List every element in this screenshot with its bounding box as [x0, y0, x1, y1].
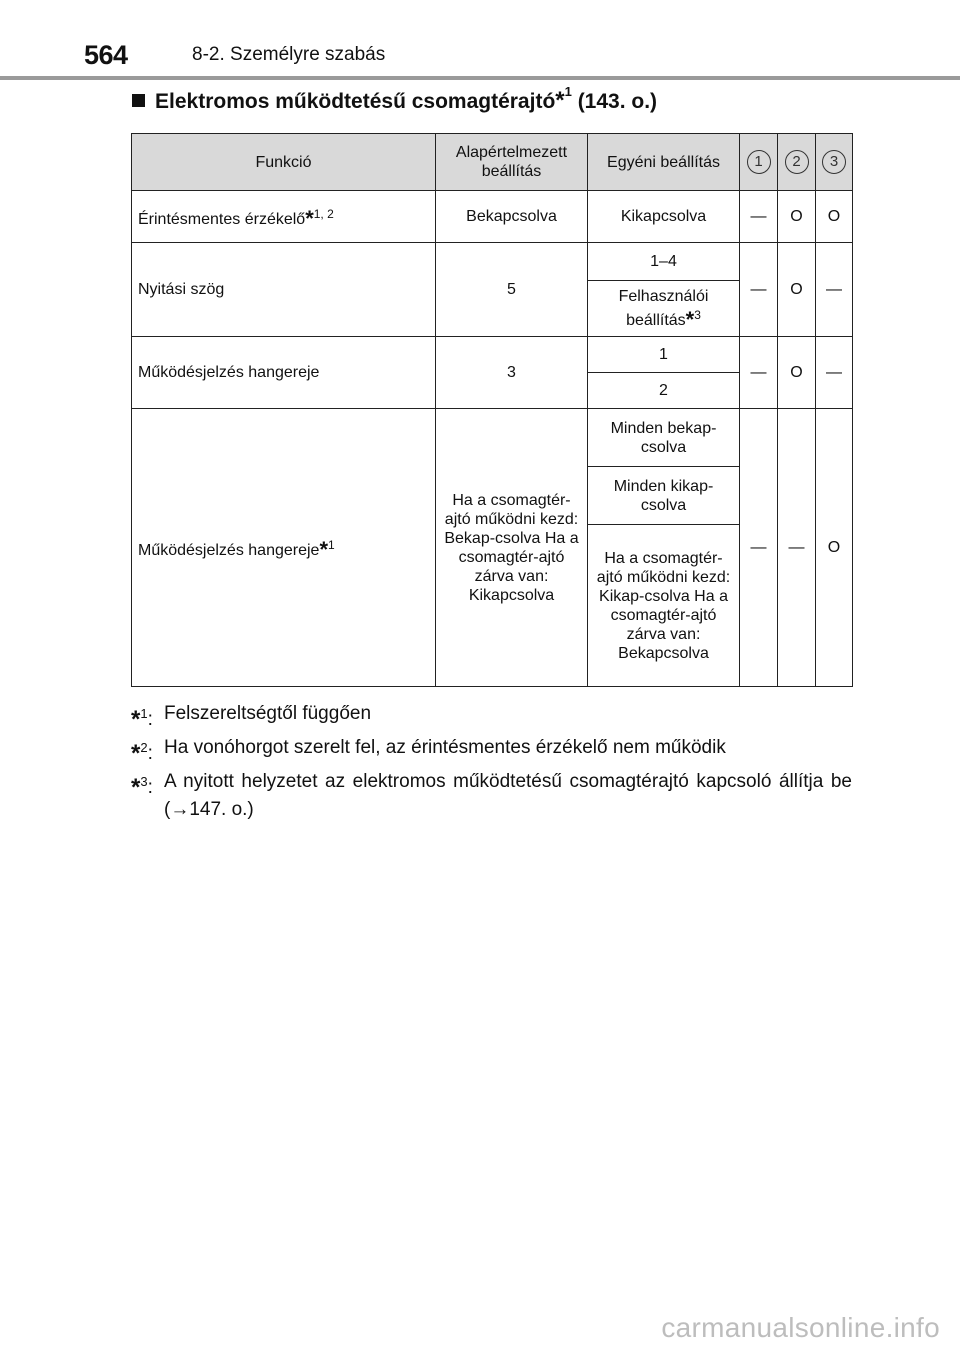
title-ref: (143. o.) — [571, 90, 658, 113]
asterisk-icon: * — [685, 307, 695, 332]
header-default: Alapértelmezett beállítás — [436, 134, 588, 191]
subsection-title — [132, 84, 658, 114]
table-row — [132, 191, 853, 243]
asterisk-icon: * — [131, 706, 141, 733]
row3-function: Működésjelzés hangereje — [132, 337, 436, 409]
row4-custom-c: Ha a csomagtér-ajtó működni kezd: Kikap-csolva Ha a csomagtér-ajtó zárva van: Bekapcsolva — [588, 525, 740, 687]
asterisk-icon: * — [305, 205, 314, 231]
row1-custom: Kikapcsolva — [588, 191, 740, 243]
circle-number-2: 2 — [785, 150, 809, 174]
row4-custom-a: Minden bekap-csolva — [588, 409, 740, 467]
footnote-text: A nyitott helyzetet az elektromos működtetésű csomagtérajtó kapcsoló állítja be (→147. o.) — [164, 771, 852, 820]
row1-c1: — — [740, 191, 778, 243]
title-text: Elektromos működtetésű csomagtérajtó — [155, 90, 556, 113]
table-row — [132, 243, 853, 281]
row2-custom-b: Felhasználói beállítás*$^3$ — [588, 281, 740, 337]
footnote-item: *$^1$: Felszereltségtől függően — [131, 703, 372, 733]
footnotes — [131, 700, 852, 830]
table-header-row — [132, 134, 853, 191]
asterisk-icon: * — [131, 774, 141, 801]
row1-function: Érintésmentes érzékelő*$^{1, 2}$ — [132, 191, 436, 243]
row2-c2: O — [778, 243, 816, 337]
section-title: 8-2. Személyre szabás — [192, 44, 386, 65]
header-divider — [0, 76, 960, 80]
table-row — [132, 337, 853, 373]
row4-c2: — — [778, 409, 816, 687]
row3-c3: — — [816, 337, 853, 409]
title-footnote: 1 — [564, 84, 572, 99]
header-col-2 — [778, 134, 816, 191]
row4-default: Ha a csomagtér-ajtó működni kezd: Bekap-csolva Ha a csomagtér-ajtó zárva van: Kikapcsolva — [436, 409, 588, 687]
asterisk-icon: * — [319, 536, 329, 562]
asterisk-icon: * — [555, 87, 565, 114]
row3-custom-a: 1 — [588, 337, 740, 373]
footnote-text: Felszereltségtől függően — [164, 703, 372, 724]
circle-number-3: 3 — [822, 150, 846, 174]
footnote-text: Ha vonóhorgot szerelt fel, az érintésmentes érzékelő nem működik — [164, 737, 726, 758]
row4-custom-b: Minden kikap-csolva — [588, 467, 740, 525]
circle-number-1: 1 — [747, 150, 771, 174]
page-number: 564 — [84, 40, 128, 70]
row2-c1: — — [740, 243, 778, 337]
row1-c3: O — [816, 191, 853, 243]
page-header — [0, 0, 960, 80]
header-function: Funkció — [132, 134, 436, 191]
watermark: carmanualsonline.info — [661, 1312, 940, 1343]
row3-custom-b: 2 — [588, 373, 740, 409]
footnote-item: *$^2$: Ha vonóhorgot szerelt fel, az érintésmentes érzékelő nem működik — [131, 737, 726, 767]
row1-c2: O — [778, 191, 816, 243]
row1-default: Bekapcsolva — [436, 191, 588, 243]
row4-c1: — — [740, 409, 778, 687]
row4-c3: O — [816, 409, 853, 687]
row2-default: 5 — [436, 243, 588, 337]
square-bullet-icon — [132, 94, 145, 107]
row3-default: 3 — [436, 337, 588, 409]
row3-c1: — — [740, 337, 778, 409]
header-custom: Egyéni beállítás — [588, 134, 740, 191]
row3-c2: O — [778, 337, 816, 409]
row2-function: Nyitási szög — [132, 243, 436, 337]
asterisk-icon: * — [131, 740, 141, 767]
row4-function: Működésjelzés hangereje*$^1$ — [132, 409, 436, 687]
row2-custom-a: 1–4 — [588, 243, 740, 281]
table-row — [132, 409, 853, 467]
row2-c3: — — [816, 243, 853, 337]
footnote-item: *$^3$: A nyitott helyzetet az elektromos működtetésű csomagtérajtó kapcsoló állítja be (→147. o.) — [131, 771, 852, 820]
settings-table — [131, 133, 853, 687]
header-col-3 — [816, 134, 853, 191]
header-col-1 — [740, 134, 778, 191]
